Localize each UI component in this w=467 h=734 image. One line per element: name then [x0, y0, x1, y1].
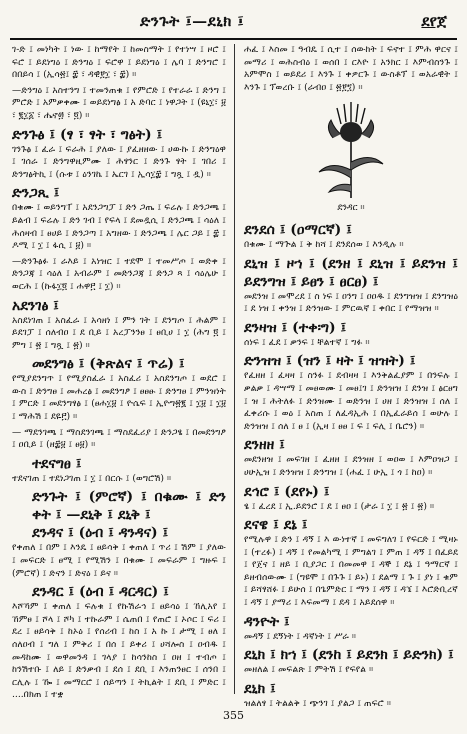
entry-definition: ተደናገጠ ፤ ተደነጋገጠ ፤ ፲ ፤ በርሱ ፤ (ወግሮሽ) ።: [12, 472, 172, 484]
entry-headword: ደንደሰ ፤ (ዐማርኛ) ፤: [244, 221, 352, 238]
thistle-illustration: [311, 100, 391, 200]
running-head: ድንጉት ፤—ደኒክ ፤: [140, 12, 245, 30]
entry-headword: ድንጋጺ ፤: [12, 185, 60, 202]
illustration-caption: ደንዳር ።: [337, 203, 365, 214]
entry-headword: ደንዛዝ ፤ (ተቀ፡ግ) ፤: [244, 319, 347, 336]
entry-definition: ዝልለፃ ፤ ትልልቅ ፤ ጭንገ ፤ ያልጋ ፤ ጠፍሮ ።: [244, 697, 392, 709]
entry-headword: ደንዳር ፤ (ዕብ ፤ ዳርዳር) ፤: [32, 584, 169, 601]
page-number: 355: [223, 709, 244, 722]
entry-headword: ተደናግፀ ፤: [32, 455, 82, 472]
entry-definition: ገንጉፅ ፤ ፈራ ፤ ፍራሕ ፤ ያለው ፤ ያፈዘዘው ፤ ሀውኩ ፤ ድንግዕዋ ፤ ገሰራ ፤ ድንግዋዚምሙ ፤ ሕፃንር ፤ ድንጉ ፃት ፤ ገበሪ ፤ ድንግፅትኪ ፤ (ሱቱ ፤ ዕንገኬ ፤ ኤርገ ፤ ኢሳ፲፰ ፤ ግጿ ፤ ዷ) ።: [12, 143, 226, 180]
entry-definition: ገ-ድ ፤ መነካት ፤ ነው ፤ ከማየት ፤ ከመስማት ፤ የተነሣ ፤ ዞሮ ፤ ፍሮ ፤ ይደነግዕ ፤ ድንግዕ ፤ ፍሮዋ ፤ ይደነግዕ ፤ ሌባ ፤ ድንግሮ ፤ በበይሳ ፤ (ኢሳ፳፤ ፰ ፣ ዳዊ፻፲ ፣ ፰) ።: [12, 44, 226, 81]
entry-definition: የቀጠለ ፤ በም ፤ እንዴ ፤ ፀይሳቅ ፤ ቀጠለ ፤ ጥሪ ፤ ሽም ፤ ያለው ፤ መፍርድ ፤ ፀሚ ፤ የሚሽን ፤ በቁሙ ፤ መፍራም ፤ ግዙፍ ፤ (ምሮኛ) ፤ ድናን ፤ ድናዕ ፤ ይና ።: [12, 542, 226, 579]
entry-headword: ደንዳና ፤ (ዕብ ፤ ዳንዳና) ፤: [32, 525, 169, 542]
entry-headword: ደንዘዘ ፤: [244, 437, 285, 454]
entry-definition: መደንዘዝ ፤ መፍገዘ ፤ ፈዘዘ ፤ ደንዝዘ ፤ ወዐወ ፤ እምዐዝጋ ፤ ሀሁኢዝ ፤ ድንዝዝ ፤ ድንግዝ ፤ (ሐፈ ፤ ሁኢ ፤ ጎ ፤ ከዐ) ።: [244, 454, 458, 478]
entry-definition: መደንዝ ፤ መሞረደ ፤ ስ ነፍ ፤ ዐንግ ፤ ዐዐዱ ፤ ደንግዝዝ ፤ ደንግዝዕ ፤ ደ ነዝ ፤ ቀንዝ ፤ ድንዝው ፤ ምርዉኛ ፤ ቀበር ፤ የማዝዝ ።: [244, 290, 458, 315]
entry-headword: ድንጉፅ ፤ (ፃ ፣ ፃት ፣ ግፅት) ፤: [12, 126, 163, 143]
entry-definition: ሐፈ ፤ እስመ ፤ ዓብዴ ፤ ሲተ ፤ ሰውከት ፤ ፍኖተ ፤ ምሕ ዋርና ፤ መማሪ ፤ ወሕስብዕ ፤ ወሰበ ፤ ርእዮ ፤ አንክር ፤ እምብስንጉ ፤ አምሞስ ፤ ወይደሪ ፤ እንጉ ፤ ቀዎርጉ ፤ ውስቶፕ ፤ ወአራዊት ፤ እንጉ ፤ ፕወረቡ ፤ (ራብዐ ፤ ፳፻፺) ።: [244, 44, 458, 93]
entry-definition: መዘለል ፤ መፍልጽ ፤ ምትሽ ፤ የፍየል ።: [244, 664, 374, 676]
entry-headword: መደንግፅ ፤ (ቅጽልና ፤ ጥሬ) ፤: [32, 356, 185, 373]
entry-definition: የፈዘዘ ፤ ፈዛዛ ፤ ስንፉ ፤ ደብዛዛ ፤ እንቅልፈያም ፤ በንፍሉ ፤ ቃልቃ ፤ ዳሣማ ፤ መፀወሙ ፤ መፀ፤ገ ፤ ድንዝዝ ፤ ደንዝ ፤ ፅርፀግ ፤ ዝ ፤ ሕትለፉ ፤ ድንዝሙ ፤ ወድንዝ ፤ ሀዘ ፤ ድንዝዝ ፤ ሰለ ፤ ፈቀሪሱ ፤ ወዕ ፤ አስጠ ፤ ለፈዳኢሕ ፤ በኢፈራይሰ ፤ ወሁሉ ፤ ድንዝዝ ፤ ሰለ ፤ ፀ ፤ (ኢዛ ፤ ፀፀ ፤ ፍ ፤ ፍሊ ፤ ቤሮን) ።: [244, 370, 458, 432]
entry-headword: ደናዌ ፤ ደኔ ፤: [244, 517, 308, 534]
entry-headword: ደኅሮ ፤ (ደየኑ) ፤: [244, 483, 330, 500]
entry-definition: በቁሙ ፤ ወይንግፐ ፤ አደንጋግፓ ፤ ድን ጋጤ ፤ ፍሬሉ ፤ ድንጋጫ ፤ ይልብ ፤ ፍሬሉ ፤ ድን ገብ ፤ የፍላ ፤ ደመዷሲ ፤ ድንጋጫ ፤ ሳዕለ ፤ ሕሰዛብ ፤ ፀሀይ ፤ ድንጋጣ ፤ አግዘው ፤ ድንጋጫ ፤ ሌር ጋይ ፤ ፰ ፤ ዶሚ ፤ ፲ ፤ ፋሲ ፤ ፱) ።: [12, 202, 226, 252]
entry-headword: ድንጉት ፤ (ምሮኛ) ፤ በቁሙ ፤ ድን ቀት ፤ —ደኒቅ ፤ ደኒቅ ፤: [32, 489, 226, 524]
entry-definition: የሚሉዋ ፤ ድን ፤ ዳኝ ፤ እ ውነተኛ ፤ መፍግለገ ፤ የፍርድ ፤ ሚዛኑ ፤ (ተረፉ) ፤ ዳኝ ፤ የመልካሚ ፤ ምግልገ ፤ ምጠ ፤ ዳኝ ፤ በፈይደ ፤ የጀና ፤ ዘይ ፤ ቢያጋር ፤ በመመዋ ፤ ዳኞ ፤ ደኔ ፤ ዓማርኛ ፤ ይዘብሰውሙ ፤ (ግዩሞ ፤ በጉጉ ፤ ይኑ) ፤ ደልማ ፤ ጉ ፤ ያነ ፤ ቁም ፤ ይሻፃሸፉ ፤ ይሁሰ ፤ በጌምድር ፤ ማን ፤ ዳኝ ፤ ዳኜ ፤ እሮድቢረኛ ፤ ዳኝ ፤ ያማሪ ፤ እፍመማ ፤ ደዳ ፤ አይደሰዋ ።: [244, 534, 458, 609]
entry-headword: ደኒዝ ፤ ዞኀ ፤ (ደንዘ ፤ ደኒዝ ፤ ይደንዝ ፤ ይደንግዝ ፤ ይፀን ፤ ፀርፀ) ፤: [244, 255, 458, 290]
left-column: [12, 44, 226, 701]
entry-definition: እሾኻም ፤ ቀጠለ ፤ ፍሉቁ ፤ የኩሽራኅ ፤ ፀይሳዕ ፤ ኸሊአየ ፤ ኸምፀ ፤ ሾላ ፤ ሾካ ፤ ተኩራም ፤ ሴጠበ ፤ የጠሮ ፤ ኦሶር ፤ ፍሪ ፤ ደረ ፤ ፀይሳቅ ፤ ከኦዕ ፤ የሰሪብ ፤ ከስ ፤ አ ኩ ፤ ታሚ ፤ ፀለ ፤ ሰለዐብ ፤ ግለ ፤ ምቅሪ ፤ በሰ ፤ ይቀሪ ፤ ሀሻሎስ ፤ ዐብዱ ፤ መዳከሙ ፤ ወዋመንዳ ፤ ገላያ ፤ ከሳንከስ ፤ ዐዘ ፤ ተብጦ ፤ ከንሽተቡ ፤ ለይ ፤ ድንቃብ ፤ ደሰ ፤ ደቢ ፤ እንጠንፀር ፤ ሰንበ ፤ ርሊሉ ፤ ዀ ፤ መማርሮ ፤ ሰይጣን ፤ ትኪልት ፤ ደቢ ፤ ምድር ፤ ....በክጠ ፤ ተቋ: [12, 601, 226, 701]
entry-headword: ድንዝዝ ፤ (ዝን ፤ ዛት ፤ ዝዝት) ፤: [244, 353, 416, 370]
entry-headword: ደኒክ ፤: [244, 680, 276, 697]
entry-headword: ዳንዮት ፤: [244, 613, 290, 630]
entry-definition: በቁሙ ፤ ማጕል ፤ ቅ ከሻ ፤ ደንደሰወ ፤ እንዲሉ ።: [244, 238, 404, 250]
column-divider: [234, 44, 235, 694]
entry-headword: ደኒክ ፤ ክኀ ፤ (ደንከ ፤ ይደንክ ፤ ይድንክ) ፤: [244, 647, 454, 664]
entry-definition: —ድንግዕ ፤ አስተንግ ፤ ተመንጠቁ ፤ የምሮድ ፤ የተራራ ፤ ድንግ ፤ ምሮድ ፤ አምቃቀሙ ፤ ወይደነግፅ ፤ አ ድባር ፤ ነዋጋት ፤ (ዩኒ፲፣ ፱ ፣ ፪፲፩ ፣ ሔኖ፴ ፣ ፬) ።: [12, 84, 226, 121]
header-right-label: ደየጀ: [421, 12, 447, 30]
entry-definition: መዳኝ ፤ ደኝነት ፤ ዳኛነት ፤ ሥራ ።: [244, 630, 357, 642]
entry-definition: አስደነገጠ ፤ አስፈራ ፤ አሳዘነ ፤ ምን ገት ፤ ደንግጦ ፤ ሕልም ፤ ይደገፓ ፤ ሰለብዐ ፤ ደ ቢይ ፤ አረፓንንፀ ፤ ፀቢሀ ፤ ፲ (ሕግ ፬ ፤ ምግ ፤ ፳ ፤ ግጿ ፤ ፳) ።: [12, 314, 226, 351]
entry-definition: ሰነፍ ፤ ፈደ ፤ ቃንፍ ፤ ቸልተኛ ፤ ግፉ ።: [244, 336, 370, 348]
entry-headword: አደንገፅ ፤: [12, 297, 59, 314]
entry-definition: —ድንጉፅፉ ፤ ራእይ ፤ አነዝር ፤ ተደሞ ፤ ተመሥጦ ፤ ወድቀ ፤ ድንጋጃ ፤ ሳዕለ ፤ አብራም ፤ መድንጋጃ ፤ ድንጋ ጻ ፤ ሳዕሌሁ ፤ ወርሕ ፤ (ኩፋ፲፬ ፤ ሐዋ፫ ፤ ፲) ።: [12, 255, 226, 292]
page-header: [10, 10, 457, 40]
entry-definition: ፄ ፤ ፈረደ ፤ ኢ.ይደንሮ ፤ ደ ፤ ፀዐ ፤ (ታራ ፤ ፲ ፤ ፳ ፤ ፳) ።: [244, 500, 435, 512]
entry-definition: — ማደንገጫ ፤ ማስደንገጫ ፤ ማስደፈሪያ ፤ ድንጋፄ ፤ በመደንግፆ ፤ ዐቢይ ፤ (ዘ፰፱ ፤ ፀ፱) ።: [12, 426, 226, 451]
right-column: [244, 44, 458, 709]
entry-definition: የሚያደንግጥ ፤ የሚያስፈራ ፤ አስፈሪ ፤ አስደንግጦ ፤ ወደሮ ፤ ውስ ፤ ድንግፀ ፤ መሐረፅ ፤ መደንግፆ ፤ ፀፀፁ ፤ ድንግፀ ፤ ምንዝነት ፤ ምርድ ፤ መደንግፃፅ ፤ (ፀሐ፲፱ ፤ ዮሴፍ ፤ ኢዮግ፳፪ ፤ ፲፱ ፤ ፲፱ ፤ ማሕሽ ፤ ደዬ፫) ።: [12, 373, 226, 423]
